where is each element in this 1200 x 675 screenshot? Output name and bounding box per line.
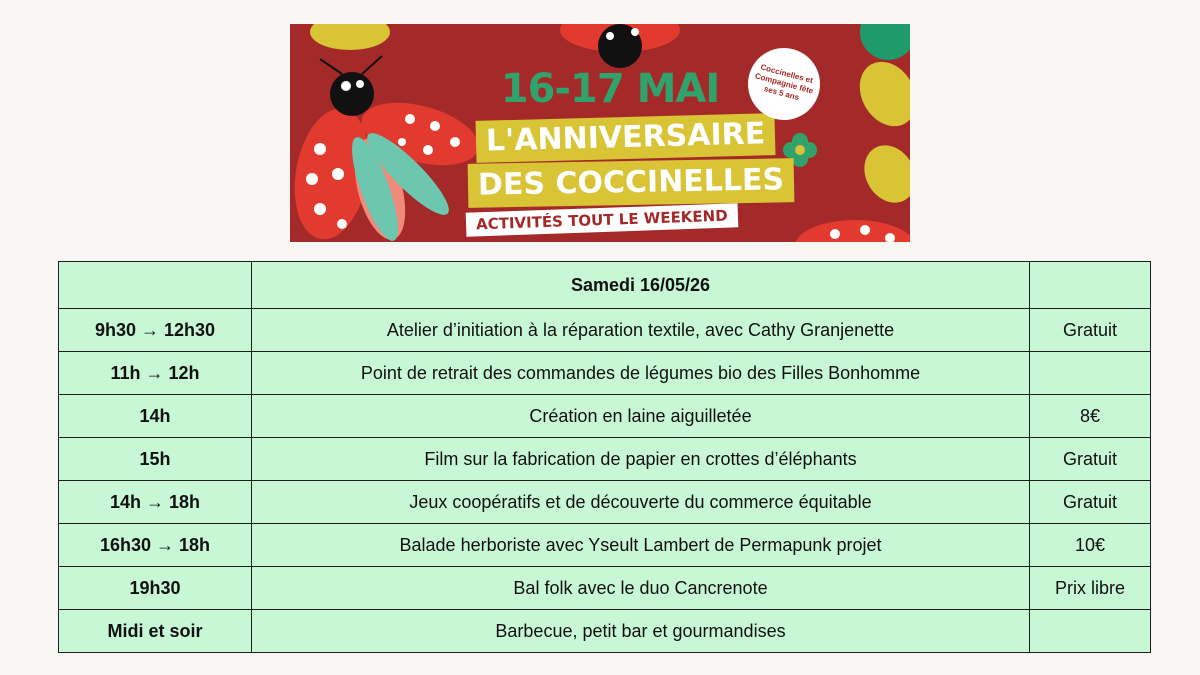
price-cell: 8€ (1030, 395, 1151, 438)
price-cell: Gratuit (1030, 309, 1151, 352)
activity-cell: Film sur la fabrication de papier en crottes d’éléphants (252, 438, 1030, 481)
banner-title-line1: L'ANNIVERSAIRE (476, 113, 776, 163)
table-row (59, 524, 1151, 567)
table-row (59, 395, 1151, 438)
leaf-shape (848, 52, 910, 137)
activity-cell: Création en laine aiguilletée (252, 395, 1030, 438)
activity-cell: Balade herboriste avec Yseult Lambert de Permapunk projet (252, 524, 1030, 567)
time-cell: 9h30 → 12h30 (59, 309, 252, 352)
schedule-table (58, 261, 1151, 653)
activity-cell: Bal folk avec le duo Cancrenote (252, 567, 1030, 610)
banner-weekend-label: ACTIVITÉS TOUT LE WEEKEND (466, 203, 738, 236)
banner-title-line2: DES COCCINELLES (468, 158, 795, 208)
time-cell: 16h30 → 18h (59, 524, 252, 567)
table-row (59, 438, 1151, 481)
main-ladybug (290, 56, 485, 242)
activity-cell: Point de retrait des commandes de légumes bio des Filles Bonhomme (252, 352, 1030, 395)
leaf-shape (310, 24, 390, 50)
price-cell: Prix libre (1030, 567, 1151, 610)
table-row (59, 352, 1151, 395)
header-time-cell (59, 262, 252, 309)
time-cell: 19h30 (59, 567, 252, 610)
table-row (59, 567, 1151, 610)
banner-date: 16-17 MAI (500, 66, 720, 112)
time-cell: 15h (59, 438, 252, 481)
day-title: Samedi 16/05/26 (252, 262, 1030, 309)
activity-cell: Jeux coopératifs et de découverte du commerce équitable (252, 481, 1030, 524)
price-cell: Gratuit (1030, 481, 1151, 524)
table-row (59, 610, 1151, 653)
time-cell: 14h (59, 395, 252, 438)
price-cell (1030, 352, 1151, 395)
table-row (59, 309, 1151, 352)
anniversary-badge: Coccinelles et Compagnie fête ses 5 ans (740, 40, 828, 128)
activity-cell: Atelier d’initiation à la réparation textile, avec Cathy Granjenette (252, 309, 1030, 352)
activity-cell: Barbecue, petit bar et gourmandises (252, 610, 1030, 653)
table-row (59, 481, 1151, 524)
price-cell: 10€ (1030, 524, 1151, 567)
time-cell: 14h → 18h (59, 481, 252, 524)
table-header-row (59, 262, 1151, 309)
time-cell: Midi et soir (59, 610, 252, 653)
price-cell: Gratuit (1030, 438, 1151, 481)
green-circle-shape (860, 24, 910, 60)
header-price-cell (1030, 262, 1151, 309)
time-cell: 11h → 12h (59, 352, 252, 395)
price-cell (1030, 610, 1151, 653)
leaf-shape (854, 136, 910, 212)
event-banner (290, 24, 910, 242)
